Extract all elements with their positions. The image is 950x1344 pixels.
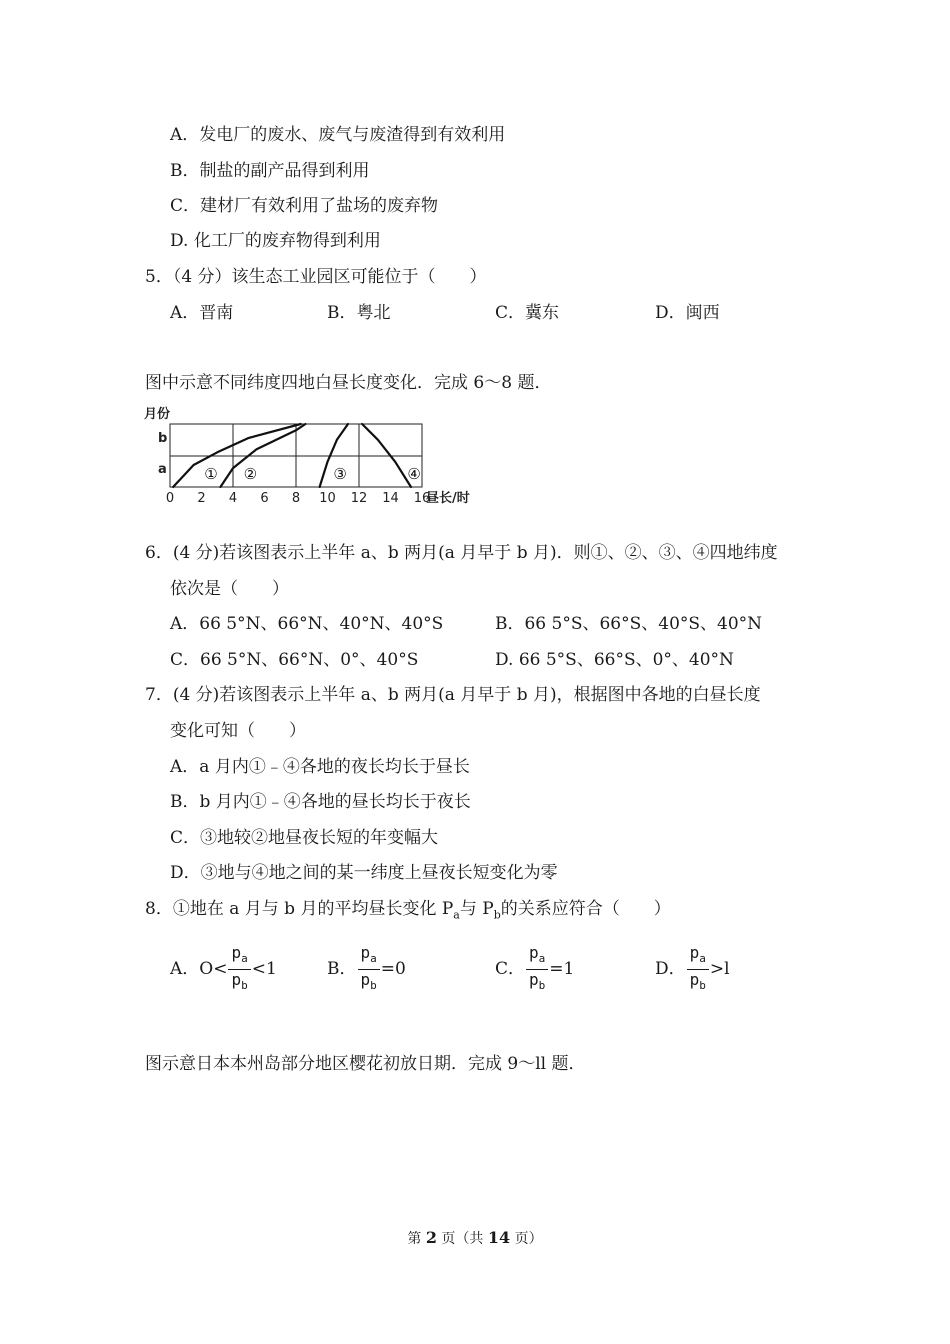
- x-tick-label: 12: [350, 491, 368, 506]
- curve-label-2: ②: [243, 465, 258, 484]
- q5-option-b: B．粤北: [327, 303, 391, 323]
- y-axis-label: 月份: [144, 407, 171, 422]
- q6-stem-line2: 依次是（ ）: [170, 579, 289, 599]
- x-tick-label: 14: [382, 491, 399, 506]
- q5-option-d: D．闽西: [655, 303, 720, 323]
- q8-option-a: A．O< $\frac{p_a}{p_b}$ <1: [170, 943, 277, 996]
- intro-9-11: 图示意日本本州岛部分地区樱花初放日期．完成 9～ll 题．: [145, 1054, 586, 1074]
- x-tick-label: 0: [165, 491, 175, 506]
- q7-option-d: D．③地与④地之间的某一纬度上昼夜长短变化为零: [170, 863, 558, 883]
- q5-stem: 5．（4 分）该生态工业园区可能位于（ ）: [145, 267, 487, 287]
- curve-label-4: ④: [407, 465, 421, 484]
- curve-label-1: ①: [204, 465, 218, 484]
- q7-stem-line2: 变化可知（ ）: [170, 721, 306, 741]
- q8-option-b: B． $\frac{p_a}{p_b}$ =0: [327, 943, 406, 996]
- q6-option-d: D. 66 5°S、66°S、0°、40°N: [495, 650, 734, 670]
- q6-stem-line1: 6．(4 分)若该图表示上半年 a、b 两月(a 月早于 b 月)．则①、②、③、④四地纬度: [145, 543, 778, 563]
- q6-option-c: C．66 5°N、66°N、0°、40°S: [170, 650, 419, 670]
- x-tick-label: 2: [197, 491, 206, 506]
- x-tick-label: 10: [319, 491, 336, 506]
- page-footer: 第 2 页（共 14 页）: [407, 1228, 543, 1247]
- fraction: $\frac{p_a}{p_b}$: [687, 943, 709, 996]
- day-length-chart: [140, 404, 500, 510]
- fraction: $\frac{p_a}{p_b}$: [228, 943, 250, 996]
- y-tick-label-b: b: [158, 431, 168, 446]
- x-axis-label: 昼长/时: [426, 491, 470, 506]
- x-tick-label: 16: [413, 491, 431, 506]
- intro-6-8: 图中示意不同纬度四地白昼长度变化．完成 6～8 题．: [145, 373, 552, 393]
- x-tick-label: 8: [291, 491, 301, 506]
- q4-option-b: B．制盐的副产品得到利用: [170, 161, 370, 181]
- q7-option-b: B．b 月内①﹣④各地的昼长均长于夜长: [170, 792, 471, 812]
- q8-stem: 8．①地在 a 月与 b 月的平均昼长变化 $P_a$与 $P_b$的关系应符合（ ）: [145, 899, 671, 922]
- q6-option-b: B．66 5°S、66°S、40°S、40°N: [495, 614, 763, 634]
- q8-option-d: D． $\frac{p_a}{p_b}$ >l: [655, 943, 730, 996]
- x-tick-label: 6: [260, 491, 269, 506]
- q5-option-a: A．晋南: [170, 303, 234, 323]
- curve-label-3: ③: [333, 465, 347, 484]
- q4-option-a: A．发电厂的废水、废气与废渣得到有效利用: [170, 125, 506, 145]
- q5-option-c: C．冀东: [495, 303, 560, 323]
- q4-option-d: D. 化工厂的废弃物得到利用: [170, 231, 381, 251]
- fraction: $\frac{p_a}{p_b}$: [358, 943, 380, 996]
- fraction: $\frac{p_a}{p_b}$: [526, 943, 548, 996]
- y-tick-label-a: a: [158, 462, 167, 477]
- q8-option-c: C． $\frac{p_a}{p_b}$ =1: [495, 943, 574, 996]
- q6-option-a: A．66 5°N、66°N、40°N、40°S: [170, 614, 444, 634]
- q7-stem-line1: 7．(4 分)若该图表示上半年 a、b 两月(a 月早于 b 月)，根据图中各地的白昼长度: [145, 685, 761, 705]
- q7-option-c: C．③地较②地昼夜长短的年变幅大: [170, 828, 439, 848]
- x-tick-label: 4: [228, 491, 238, 506]
- q4-option-c: C．建材厂有效利用了盐场的废弃物: [170, 196, 439, 216]
- q7-option-a: A．a 月内①﹣④各地的夜长均长于昼长: [170, 757, 470, 777]
